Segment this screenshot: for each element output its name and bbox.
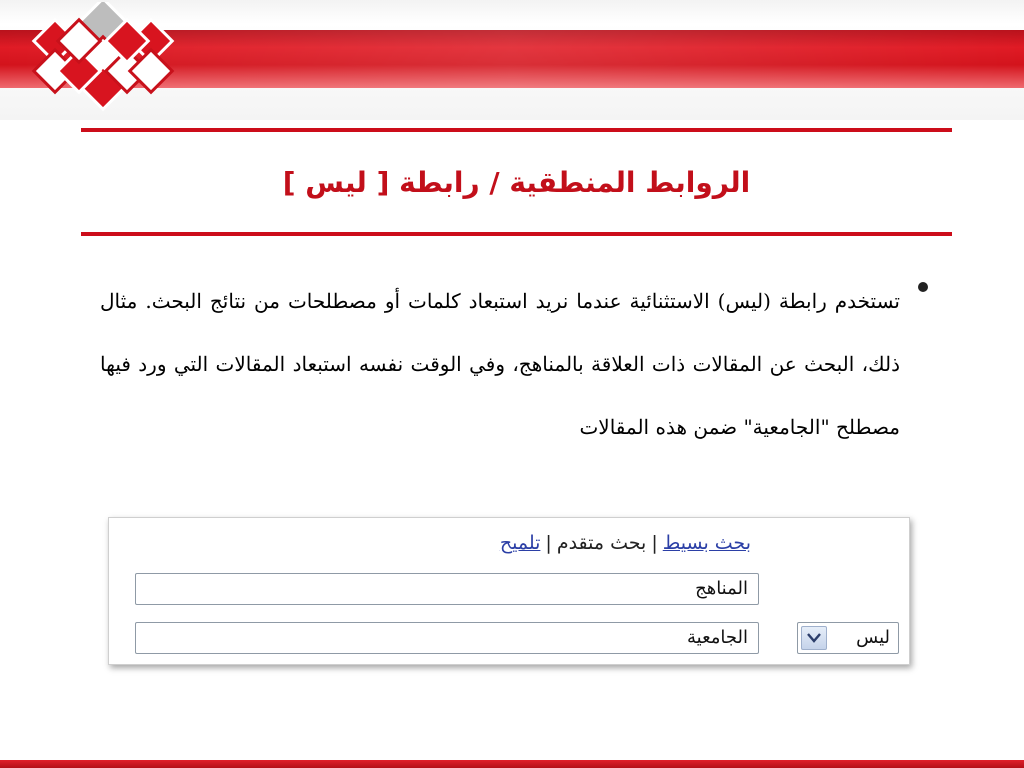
search-term-input-1[interactable]: المناهج [135, 573, 759, 605]
separator: | [545, 532, 552, 554]
title-top-rule [81, 128, 952, 132]
search-term-input-2[interactable]: الجامعية [135, 622, 759, 654]
search-form-screenshot [108, 517, 910, 665]
slide-title: الروابط المنطقية / رابطة [ ليس ] [282, 166, 751, 199]
boolean-operator-select[interactable] [797, 622, 899, 654]
search-mode-links [500, 528, 751, 558]
separator: | [651, 532, 658, 554]
simple-search-link[interactable]: بحث بسيط [662, 532, 751, 554]
bullet-paragraph: تستخدم رابطة (ليس) الاستثنائية عندما نريد استبعاد كلمات أو مصطلحات من نتائج البحث. مثال ذلك، البحث عن المقالات ذات العلاقة بالمناهج، وفي الوقت نفسه استبعاد المقالات التي ورد فيها مصطلح "الجامعية" ضمن هذه المقالات [100, 289, 900, 439]
bullet-icon [918, 282, 928, 292]
chevron-down-icon [807, 633, 821, 643]
operator-selected-value: ليس [856, 627, 890, 648]
dropdown-button[interactable] [801, 626, 827, 650]
diamond-logo-icon [18, 2, 188, 114]
footer-red-bar [0, 760, 1024, 768]
tips-link[interactable]: تلميح [499, 532, 541, 554]
advanced-search-label: بحث متقدم [556, 532, 647, 554]
title-bottom-rule [81, 232, 952, 236]
